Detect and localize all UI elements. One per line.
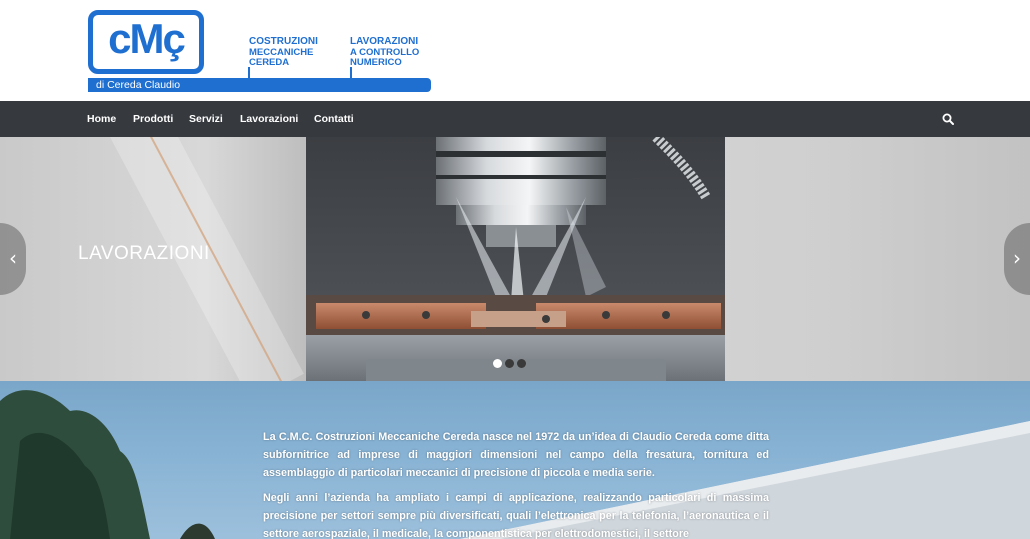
about-text [263, 428, 769, 539]
slider-dot[interactable] [517, 359, 526, 368]
logo-subtitle: di Cereda Claudio [96, 79, 181, 91]
nav-item-servizi[interactable]: Servizi [189, 113, 223, 125]
logo-line: COSTRUZIONI [249, 36, 318, 47]
company-logo[interactable] [88, 10, 433, 94]
chevron-right-icon: › [1013, 246, 1021, 270]
slider-prev-button[interactable] [0, 223, 26, 295]
slide-title: LAVORAZIONI [78, 243, 210, 264]
search-icon[interactable] [942, 113, 954, 125]
logo-line: A CONTROLLO [350, 46, 420, 58]
logo-text-lavorazioni [350, 37, 440, 69]
logo-line: MECCANICHE [249, 46, 314, 58]
slider-next-button[interactable] [1004, 223, 1030, 295]
nav-item-contatti[interactable]: Contatti [314, 113, 354, 125]
nav-item-prodotti[interactable]: Prodotti [133, 113, 174, 125]
nav-item-home[interactable]: Home [87, 113, 117, 125]
main-nav [0, 101, 1030, 137]
logo-line: NUMERICO [350, 57, 402, 68]
logo-text-costruzioni [249, 37, 339, 69]
about-paragraph: La C.M.C. Costruzioni Meccaniche Cereda nasce nel 1972 da un’idea di Claudio Cereda come ditta subfornitrice ad imprese di maggiori dimensioni nel campo della fresatura, tornitura ed assemblaggio di particolari meccanici di precisione di piccola e media serie. [263, 431, 769, 479]
chevron-left-icon: ‹ [9, 246, 17, 270]
logo-line: CEREDA [249, 57, 290, 68]
about-section [0, 381, 1030, 539]
logo-line: LAVORAZIONI [350, 36, 419, 47]
site-header [0, 0, 1030, 101]
slide-image-milling [306, 137, 725, 381]
about-paragraph: Negli anni l’azienda ha ampliato i campi di applicazione, realizzando particolari di massima precisione per settori sempre più diversificati, quali l’elettronica per la telefonia, l’aeronautica e il settore aerospaziale, il medicale, la componentistica per elettrodomestici, il settore [263, 492, 769, 539]
hero-slider [0, 137, 1030, 381]
logo-mark: cMç [108, 15, 184, 62]
slider-dot[interactable] [505, 359, 514, 368]
slider-dot[interactable] [493, 359, 502, 368]
logo-bar [88, 78, 431, 92]
nav-item-lavorazioni[interactable]: Lavorazioni [240, 113, 299, 125]
